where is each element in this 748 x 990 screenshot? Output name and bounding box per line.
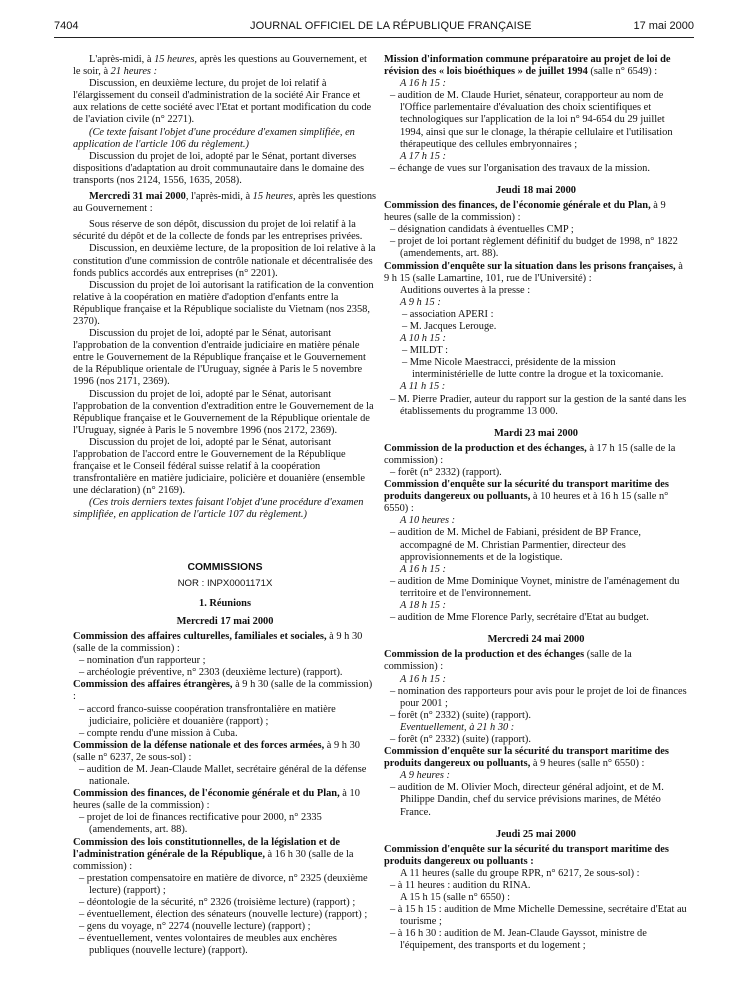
list-item: – audition de Mme Dominique Voynet, ministre de l'aménagement du territoire et de l'environnement. <box>390 575 680 599</box>
agenda-line: A 15 h 15 (salle n° 6550) : <box>400 892 511 904</box>
list-item: – à 11 heures : audition du RINA. <box>390 880 531 891</box>
time-slot: A 16 h 15 : <box>400 563 446 575</box>
commissions-heading: COMMISSIONS <box>187 561 263 573</box>
agenda-paragraph: Discussion du projet de loi, adopté par le Sénat, autorisant l'approbation de la convention d'entraide judiciaire en matière pénale entre le Gouvernement de la République française et le Gouvernement de la République orientale de l'Uruguay, signée à Paris le 5 novembre 1996 (nos 2171, 2369). <box>73 328 366 388</box>
nor-reference: NOR : INPX0001171X <box>177 577 273 589</box>
list-item: – audition de Mme Florence Parly, secrétaire d'Etat au budget. <box>390 612 649 624</box>
procedure-note: (Ces trois derniers textes faisant l'objet d'une procédure d'examen simplifiée, en application de l'article 107 du règlement.) <box>73 497 364 521</box>
list-item: – audition de M. Claude Huriet, sénateur, corapporteur au nom de l'Office parlementaire d'évaluation des choix scientifiques et technologiques sur l'application de la loi n° 94-654 du 29 juillet 1994, ainsi que sur le clonage, la thérapie cellulaire et l'utilisation thérapeutique des cellules embryonnaires ; <box>390 90 673 150</box>
list-item: – éventuellement, ventes volontaires de meubles aux enchères publiques (nouvelle lecture) (rapport). <box>79 933 337 957</box>
list-item: – à 16 h 30 : audition de M. Jean-Claude Gayssot, ministre de l'équipement, des transports et du logement ; <box>390 928 647 952</box>
commission-entry: Commission de la production et des échanges, à 17 h 15 (salle de la commission) : <box>384 442 676 466</box>
list-item: – éventuellement, élection des sénateurs (nouvelle lecture) (rapport) ; <box>79 909 368 921</box>
commission-entry: Commission d'enquête sur la sécurité du transport maritime des produits dangereux ou polluants, à 10 heures et à 16 h 15 (salle n° 6550) : <box>384 479 669 515</box>
list-item: – forêt (n° 2332) (suite) (rapport). <box>390 733 531 745</box>
procedure-note: (Ce texte faisant l'objet d'une procédure d'examen simplifiée, en application de l'article 106 du règlement.) <box>73 126 355 150</box>
time-slot: A 16 h 15 : <box>400 673 446 685</box>
commission-entry: Commission des finances, de l'économie générale et du Plan, à 10 heures (salle de la commission) : <box>73 788 360 812</box>
commission-entry: Commission de la production et des échanges (salle de la commission) : <box>384 649 632 673</box>
time-slot: A 18 h 15 : <box>400 600 446 612</box>
list-item: – projet de loi de finances rectificative pour 2000, n° 2335 (amendements, art. 88). <box>79 812 322 836</box>
header-rule <box>54 37 694 38</box>
issue-date: 17 mai 2000 <box>633 20 694 32</box>
list-item: – Mme Nicole Maestracci, présidente de la mission interministérielle de lutte contre la drogue et la toxicomanie. <box>402 357 664 381</box>
commission-entry: Commission de la défense nationale et des forces armées, à 9 h 30 (salle n° 6237, 2e sous-sol) : <box>73 739 360 763</box>
date-heading: Jeudi 18 mai 2000 <box>496 184 576 196</box>
agenda-paragraph: Discussion, en deuxième lecture, du projet de loi relatif à l'élargissement du conseil d'administration de la société Air France et aux relations de cette société avec l'Etat et portant modification du code de l'aviation civile (n° 2271). <box>73 78 372 126</box>
right-column <box>384 54 688 953</box>
reunions-heading: 1. Réunions <box>199 597 251 609</box>
commission-entry: Mission d'information commune préparatoire au projet de loi de révision des « lois bioéthiques » de juillet 1994 (salle n° 6549) : <box>384 54 671 78</box>
list-item: – désignation candidats à éventuelles CMP ; <box>390 224 574 236</box>
agenda-paragraph: Discussion, en deuxième lecture, de la proposition de loi relative à la constitution d'une commission de contrôle nationale et décentralisée des fonds publics accordés aux entreprises (n° 2201). <box>73 243 376 279</box>
time-slot: A 11 h 15 : <box>400 381 446 393</box>
page-number: 7404 <box>54 20 79 32</box>
agenda-line: Auditions ouvertes à la presse : <box>400 284 531 296</box>
time-slot: A 9 h 15 : <box>400 296 441 308</box>
agenda-paragraph: Sous réserve de son dépôt, discussion du projet de loi relatif à la sécurité du dépôt et de la collecte de fonds par les entreprises privées. <box>73 219 363 243</box>
list-item: – projet de loi portant règlement définitif du budget de 1998, n° 1822 (amendements, art. 88). <box>390 236 678 260</box>
list-item: – forêt (n° 2332) (rapport). <box>390 467 502 478</box>
commission-entry: Commission d'enquête sur la sécurité du transport maritime des produits dangereux ou polluants : <box>384 843 669 867</box>
date-heading: Mardi 23 mai 2000 <box>494 427 578 439</box>
list-item: – M. Pierre Pradier, auteur du rapport sur la gestion de la santé dans les établissements du programme 13 000. <box>390 393 687 417</box>
list-item: – déontologie de la sécurité, n° 2326 (troisième lecture) (rapport) ; <box>79 897 356 908</box>
list-item: – gens du voyage, n° 2274 (nouvelle lecture) (rapport) ; <box>79 921 311 933</box>
list-item: – M. Jacques Lerouge. <box>402 320 497 332</box>
list-item: – audition de M. Olivier Moch, directeur général adjoint, et de M. Philippe Dandin, chef du service prévisions marines, de Météo France. <box>390 782 664 818</box>
agenda-paragraph: Discussion du projet de loi autorisant la ratification de la convention relative à la coopération en matière d'adoption d'enfants entre la République française et la République socialiste du Vietnam (nos 2358, 2370). <box>73 279 374 327</box>
list-item: – audition de M. Michel de Fabiani, président de BP France, accompagné de M. Christian Parmentier, directeur des approvisionnements et de la logistique. <box>390 527 641 563</box>
time-slot: A 16 h 15 : <box>400 78 446 90</box>
list-item: – association APERI : <box>402 308 494 320</box>
commission-entry: Commission des affaires culturelles, familiales et sociales, à 9 h 30 (salle de la commission) : <box>73 630 363 655</box>
agenda-paragraph: Discussion du projet de loi, adopté par le Sénat, autorisant l'approbation de l'accord entre le Gouvernement de la République française et le Conseil fédéral suisse relatif à la coopération transfrontalière en matière judiciaire, policière et douanière (ensemble une déclaration) (n° 2169). <box>73 436 365 497</box>
list-item: – forêt (n° 2332) (suite) (rapport). <box>390 709 531 721</box>
time-slot: Eventuellement, à 21 h 30 : <box>400 721 515 733</box>
list-item: – compte rendu d'une mission à Cuba. <box>79 727 238 739</box>
time-slot: A 9 heures : <box>400 770 450 782</box>
list-item: – nomination d'un rapporteur ; <box>79 655 206 667</box>
commission-entry: Commission d'enquête sur la sécurité du transport maritime des produits dangereux ou polluants, à 9 heures (salle n° 6550) : <box>384 746 669 770</box>
list-item: – échange de vues sur l'organisation des travaux de la mission. <box>390 162 650 174</box>
journal-title: JOURNAL OFFICIEL DE LA RÉPUBLIQUE FRANÇAISE <box>250 20 532 32</box>
date-heading: Jeudi 25 mai 2000 <box>496 828 576 840</box>
list-item: – à 15 h 15 : audition de Mme Michelle Demessine, secrétaire d'Etat au tourisme ; <box>390 904 687 928</box>
intro-line: L'après-midi, à 15 heures, après les questions au Gouvernement, et le soir, à 21 heures : <box>73 54 367 78</box>
time-slot: A 17 h 15 : <box>400 150 446 162</box>
list-item: – accord franco-suisse coopération transfrontalière en matière judiciaire, policière et douanière (rapport) ; <box>79 703 336 727</box>
commission-entry: Commission des affaires étrangères, à 9 h 30 (salle de la commission) : <box>73 679 373 703</box>
list-item: – MILDT : <box>402 345 448 357</box>
agenda-line: A 11 heures (salle du groupe RPR, n° 6217, 2e sous-sol) : <box>400 867 640 879</box>
commission-entry: Commission des finances, de l'économie générale et du Plan, à 9 heures (salle de la commission) : <box>384 200 666 224</box>
time-slot: A 10 h 15 : <box>400 333 446 345</box>
list-item: – prestation compensatoire en matière de divorce, n° 2325 (deuxième lecture) (rapport) ; <box>79 872 368 896</box>
commission-entry: Commission des lois constitutionnelles, de la législation et de l'administration générale de la République, à 16 h 30 (salle de la commission) : <box>73 836 354 872</box>
left-column <box>73 54 377 957</box>
list-item: – audition de M. Jean-Claude Mallet, secrétaire général de la défense nationale. <box>79 763 367 788</box>
commission-entry: Commission d'enquête sur la situation dans les prisons françaises, à 9 h 15 (salle Lamartine, 101, rue de l'Université) : <box>384 260 683 284</box>
date-heading: Mercredi 24 mai 2000 <box>487 634 585 646</box>
time-slot: A 10 heures : <box>400 515 456 527</box>
date-heading: Mercredi 17 mai 2000 <box>176 615 274 627</box>
page-header <box>54 16 694 34</box>
agenda-paragraph: Discussion du projet de loi, adopté par le Sénat, portant diverses dispositions d'adaptation au droit communautaire dans le domaine des transports (nos 2124, 1556, 1635, 2058). <box>73 150 365 186</box>
session-date-line: Mercredi 31 mai 2000, l'après-midi, à 15 heures, après les questions au Gouvernement : <box>73 191 377 215</box>
agenda-paragraph: Discussion du projet de loi, adopté par le Sénat, autorisant l'approbation de la convention d'extradition entre le Gouvernement de la République française et le Gouvernement de la République orientale de l'Uruguay, signée à Paris le 5 novembre 1996 (nos 2172, 2369). <box>73 388 374 436</box>
list-item: – nomination des rapporteurs pour avis pour le projet de loi de finances pour 2001 ; <box>390 685 687 709</box>
list-item: – archéologie préventive, n° 2303 (deuxième lecture) (rapport). <box>79 667 343 679</box>
